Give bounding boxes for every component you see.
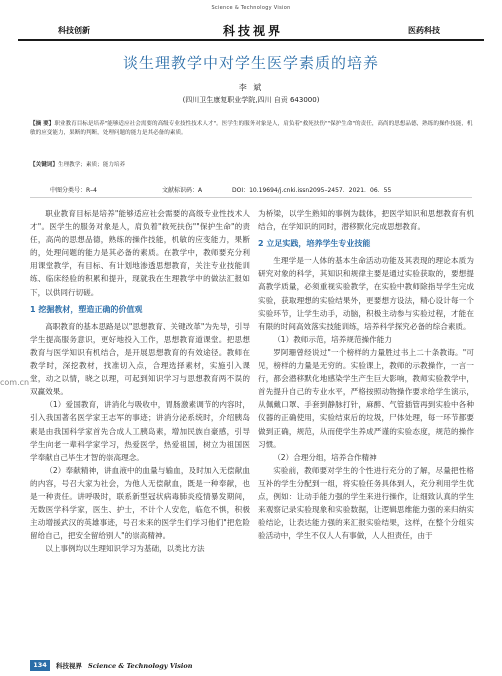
keywords-text: 生理教学；素质；能力培养 [57,162,126,168]
body-paragraph: （2）奉献精神，讲血液中的血量与输血，及时加入无偿献血的内容，号召大家为社会，为他人无偿献血，既是一种奉献，也是一种责任。讲呼吸时，联系新型冠状病毒肺炎疫情暴发期间，无数医学科学家，医生、护士，不计个人安危，临危不惧，积极主动增援武汉的英雄事迹，号召未来的医学生们学习他们"把危险留给自己，把安全留给别人"的崇高精神。 [30,465,250,541]
journal-title: 科技视界 [222,24,283,38]
section-title: 挖掘教材，塑造正确的价值观 [38,304,143,314]
body-column-right [258,207,474,542]
abstract-label: 【摘 要】 [30,121,55,127]
body-paragraph: （1）爱国教育，讲消化与吸收中，胃肠激素调节的内容时，引入我国著名医学家王志军的事迹；讲消分泌系统时，介绍胰岛素是由我国科学家首先合成人工胰岛素，增加民族自豪感，引导学生向老一辈科学家学习，热爱医学，热爱祖国，树立为祖国医学奉献自己毕生才智的崇高理念。 [30,400,250,462]
body-paragraph: 以上事例均以生理知识学习为基础，以类比方法 [45,544,205,554]
footer-journal-en: Science & Technology Vision [88,662,193,670]
section-heading-1 [30,303,250,316]
metadata-divider [30,197,472,198]
article-title: 谈生理教学中对学生医学素质的培养 [122,54,379,72]
page-number: 134 [30,660,50,671]
body-column-left [30,207,250,555]
body-paragraph-continued: 为桥梁，以学生熟知的事例为载体，把医学知识和思想教育有机结合，在学知识的同时，潜移默化完成思想教育。 [258,209,474,232]
section-heading-2 [258,237,474,250]
clc-number: 中图分类号：R–4 [50,187,97,194]
page-footer [30,660,330,672]
body-paragraph: 实验前，教师要对学生的个性进行充分的了解，尽量把性格互补的学生分配到一组，将实验任务具体到人，充分利用学生优点，例如：让动手能力强的学生来进行操作，让细致认真的学生来观察记录实验现象和实验数据，让逻辑思维能力强的来归纳实验结论，让表达能力强的来汇报实验结果，这样，在整个分组实验活动中，学生不仅人人有事做，人人担责任，由于 [258,465,474,541]
side-watermark: com.cn [0,378,30,387]
body-paragraph: 高职教育的基本思路是以"思想教育、关键改革"为先导，引导学生提高服务意识，更好地投入工作，思想教育道课堂。把思想教育与医学知识有机结合，是开展思想教育的有效途径。教师在教学时，深挖教材，找准切入点，合理选择素材，实施引入课堂，动之以情，晓之以理，可起到知识学习与思想教育两不误的双赢效果。 [30,321,250,397]
footer-journal [56,661,192,670]
header-divider [18,39,484,41]
body-paragraph: 罗阿珊曾经说过"一个榜样的力量胜过书上二十条教诲。"可见，榜样的力量是无穷的。实验课上，教师的示教操作，一言一行，都会潜移默化地感染学生产生巨大影响，教师实验教学中，首先提升自己的专业水平，严格按照动物操作要求给学生演示，从佩戴口罩、手套到静脉打针，麻醉、气管插管再到实验中各种仪器的正确使用，实验结束后的垃圾，尸体处理，每一环节都要做到正确，规范，从而使学生养成严谨的实验态度，规范的操作习惯。 [258,347,474,449]
section-number: 1 [30,304,36,314]
subsection-heading: （1）教师示范，培养规范操作能力 [273,334,392,344]
running-header [18,13,484,41]
abstract-text: 职业教育目标是培养"能够适应社会需要的高级专业技性技术人才"。医学生的服务对象是人，肩负着"救死扶伤""保护生命"的责任，高尚的思想品德，熟练的操作技能，机敏的应变能力，果断的判断，处理问题的能力是其必备的素质。 [30,121,473,136]
section-label-right: 医药科技 [408,26,440,35]
author-affiliation: (四川卫生康复职业学院,四川 自贡 643000) [182,96,320,104]
journal-english-name: Science & Technology Vision [211,5,291,11]
section-label-left: 科技创新 [58,26,90,35]
intro-paragraph: 职业教育目标是培养"能够适应社会需要的高级专业性技术人才"。医学生的服务对象是人，肩负着"救死扶伤""保护生命"的责任，高尚的思想品德，熟练的操作技能，机敏的应变能力，果断的，处理问题的能力是其必备的素质。在教学中，教师要充分利用课堂教学，有目标、有计划地渗透思想教育，关注专业技能训练、临床经验的积累和提升，现就我在生理教学中的做法汇报如下，以供同行切磋。 [30,209,250,297]
keywords-label: 【关键词】 [30,162,58,168]
subsection-heading: （2）合理分组，培养合作精神 [273,452,377,462]
body-paragraph: 生理学是一人体的基本生命活动功能及其表现的理论本质为研究对象的科学，其知识和规律主要是通过实验获取的，要想提高教学质量，必须重视实验教学，在实验中教师除指导学生完成实验，获取理想的实验结果外，更要想方设法，精心设计每一个实验环节，让学生动手，动脑，积极主动参与实验过程，才能在有限的时间高效落实技能训练，培养科学探究必备的综合素质。 [258,256,474,331]
section-number: 2 [258,239,264,249]
abstract [30,120,474,160]
footer-journal-cn: 科技视界 [56,662,82,670]
article-author: 李 斌 [238,83,264,92]
doi: DOI：10.19694/j.cnki.issn2095–2457．2021．06．55 [232,187,392,194]
keywords [30,160,474,168]
section-title: 立足实践，培养学生专业技能 [266,239,371,249]
document-code: 文献标识码：A [162,187,203,194]
